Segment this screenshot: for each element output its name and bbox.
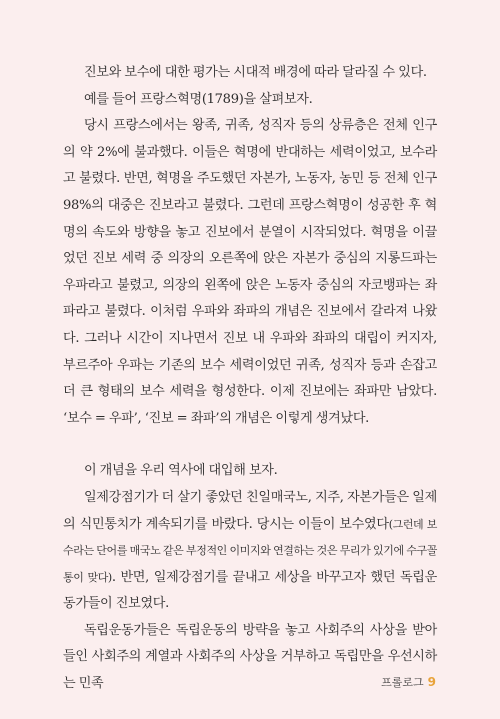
paragraph-text: 일제강점기가 더 살기 좋았던 친일매국노, 지주, 자본가들은 일제의 식민통치가 계속되기를 바랐다. 당시는 이들이 보수였다 [63,489,437,532]
parenthetical-note: (그런데 보수라는 단어를 매국노 같은 부정적인 이미지와 연결하는 것은 무리가 있기에 수구꼴통이 맞다) [63,517,437,584]
paragraph: 독립운동가들은 독립운동의 방략을 놓고 사회주의 사상을 받아들인 사회주의 계열과 사회주의 사상을 거부하고 독립만을 우선시하는 민족 [63,622,437,692]
paragraph: 진보와 보수에 대한 평가는 시대적 배경에 따라 달라질 수 있다. [83,65,427,80]
paragraph: 당시 프랑스에서는 왕족, 귀족, 성직자 등의 상류층은 전체 인구의 약 2%에 불과했다. 이들은 혁명에 반대하는 세력이었고, 보수라고 불렸다. 반면, 혁명을 주도했던 자본가, 노동자, 농민 등 전체 인구 98%의 대중은 진보라고 불렸다. 그런데 프랑스혁명이 성공한 후 혁명의 속도와 방향을 놓고 진보에서 분열이 시작되었다. 혁명을 이끌었던 진보 세력 중 의장의 오른쪽에 앉은 자본가 중심의 지롱드파는 우파라고 불렸고, 의장의 왼쪽에 앉은 노동자 중심의 자코뱅파는 좌파라고 불렸다. 이처럼 우파와 좌파의 개념은 진보에서 갈라져 나왔다. 그러나 시간이 지나면서 진보 내 우파와 좌파의 대립이 커지자, 부르주아 우파는 기존의 보수 세력이었던 귀족, 성직자 등과 손잡고 더 큰 형태의 보수 세력을 형성한다. 이제 진보에는 좌파만 남았다. ‘보수 = 우파’, ‘진보 = 좌파’의 개념은 이렇게 생겨났다. [63,118,437,426]
page-footer [381,674,436,690]
running-footer-section: 프롤로그 [381,676,424,689]
paragraph: 예를 들어 프랑스혁명(1789)을 살펴보자. [83,91,313,107]
body-text [63,60,437,698]
paragraph-text: . 반면, 일제강점기를 끝내고 세상을 바꾸고자 했던 독립운동가들이 진보였다. [63,569,437,612]
paragraph: 이 개념을 우리 역사에 대입해 보자. [83,463,278,479]
paragraph [63,485,437,618]
paragraph-gap [63,432,437,458]
page-number: 9 [427,675,436,689]
